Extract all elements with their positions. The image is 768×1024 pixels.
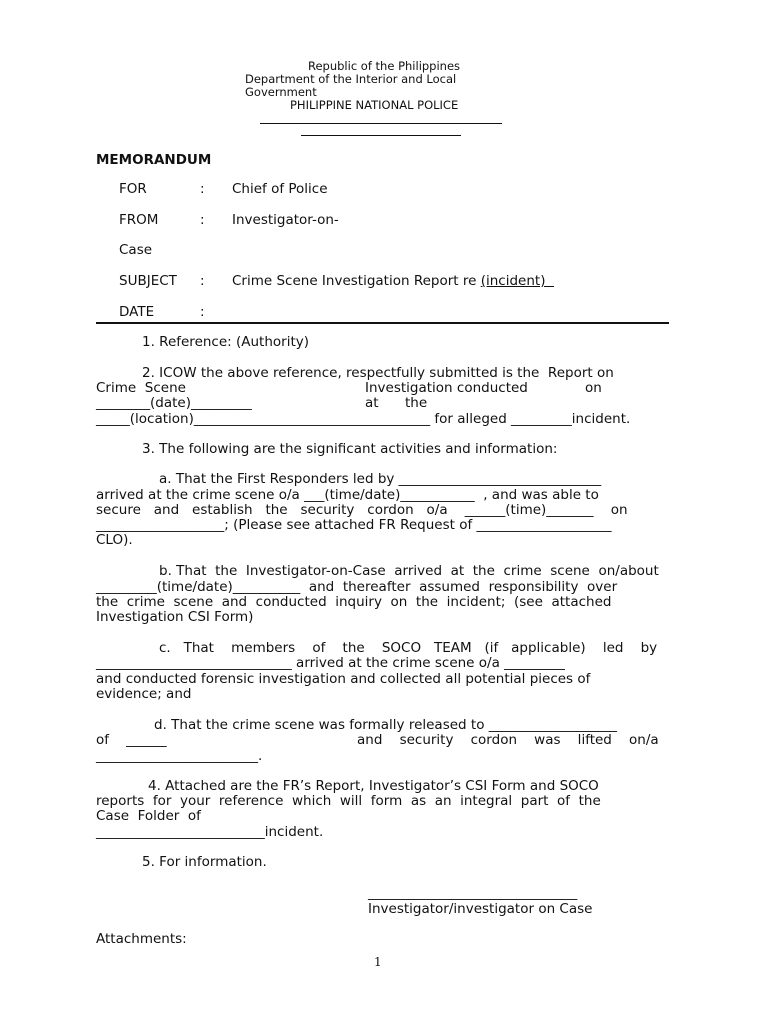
- item-b-line-3: the crime scene and conducted inquiry on the incident; (see attached: [96, 594, 612, 610]
- item-a-line-1: a. That the First Responders led by ______________________________: [159, 471, 602, 487]
- item-4-line-4: _________________________incident.: [96, 824, 324, 840]
- subject-colon: :: [200, 273, 205, 289]
- item-2-crime-scene: Crime Scene: [96, 380, 186, 396]
- item-c-line-4: evidence; and: [96, 686, 192, 702]
- item-5-information: 5. For information.: [142, 854, 267, 870]
- attachments-label: Attachments:: [96, 931, 187, 947]
- subject-value: [232, 274, 554, 289]
- header-pnp: PHILIPPINE NATIONAL POLICE: [290, 98, 459, 112]
- item-d-of: of ______: [96, 732, 167, 748]
- header-rule-top: [260, 123, 502, 124]
- item-4-line-2: reports for your reference which will form as an integral part of the: [96, 793, 601, 809]
- item-2-line-1: 2. ICOW the above reference, respectfully submitted is the Report on: [142, 365, 614, 381]
- item-2-the: the: [405, 395, 428, 411]
- header-rule-bottom: [301, 135, 461, 136]
- date-label: DATE: [119, 304, 155, 320]
- item-2-location-line: _____(location)___________________________________ for alleged _________incident.: [96, 411, 631, 427]
- item-d-cordon: and security cordon was lifted on/a: [357, 732, 659, 748]
- from-continuation: Case: [119, 242, 153, 258]
- item-d-line-3: ________________________.: [96, 748, 263, 764]
- item-c-line-3: and conducted forensic investigation and collected all potential pieces of: [96, 671, 591, 687]
- item-a-line-5: CLO).: [96, 532, 133, 548]
- header-department: Department of the Interior and Local: [245, 72, 457, 86]
- item-1-reference: 1. Reference: (Authority): [142, 334, 310, 350]
- header-republic: Republic of the Philippines: [308, 59, 461, 73]
- item-2-date-field: ________(date)_________: [96, 395, 252, 411]
- memo-title: MEMORANDUM: [96, 152, 212, 168]
- item-2-on: on: [585, 380, 602, 396]
- item-a-line-4: ___________________; (Please see attached FR Request of ____________________: [96, 517, 612, 533]
- subject-text: Crime Scene Investigation Report re: [232, 273, 481, 289]
- for-label: FOR: [119, 181, 147, 197]
- item-3-intro: 3. The following are the significant activities and information:: [142, 441, 558, 457]
- item-d-line-1: d. That the crime scene was formally released to ___________________: [154, 717, 617, 733]
- for-value: Chief of Police: [232, 181, 328, 197]
- memo-divider: [96, 322, 669, 324]
- item-4-line-3: Case Folder of: [96, 808, 201, 824]
- item-4-line-1: 4. Attached are the FR’s Report, Investigator’s CSI Form and SOCO: [148, 778, 599, 794]
- page-number: 1: [374, 955, 382, 969]
- date-colon: :: [200, 304, 205, 320]
- item-c-line-2: _____________________________ arrived at the crime scene o/a _________: [96, 655, 565, 671]
- from-value: Investigator-on-: [232, 212, 339, 228]
- header-government: Government: [245, 85, 317, 99]
- subject-incident-field: (incident): [480, 273, 555, 289]
- for-colon: :: [200, 181, 205, 197]
- from-label: FROM: [119, 212, 159, 228]
- item-2-at: at: [365, 395, 379, 411]
- subject-label: SUBJECT: [119, 273, 177, 289]
- item-b-line-1: b. That the Investigator-on-Case arrived at the crime scene on/about: [159, 563, 659, 579]
- from-colon: :: [200, 212, 205, 228]
- item-a-line-3: secure and establish the security cordon o/a ______(time)_______ on: [96, 502, 628, 518]
- signature-label: Investigator/investigator on Case: [368, 901, 593, 917]
- item-b-line-4: Investigation CSI Form): [96, 609, 254, 625]
- item-a-line-2: arrived at the crime scene o/a ___(time/date)___________ , and was able to: [96, 487, 599, 503]
- item-2-investigation: Investigation conducted: [365, 380, 528, 396]
- item-c-line-1: c. That members of the SOCO TEAM (if applicable) led by: [159, 640, 658, 656]
- signature-line: _______________________________: [368, 885, 578, 901]
- item-b-line-2: _________(time/date)__________ and thereafter assumed responsibility over: [96, 579, 618, 595]
